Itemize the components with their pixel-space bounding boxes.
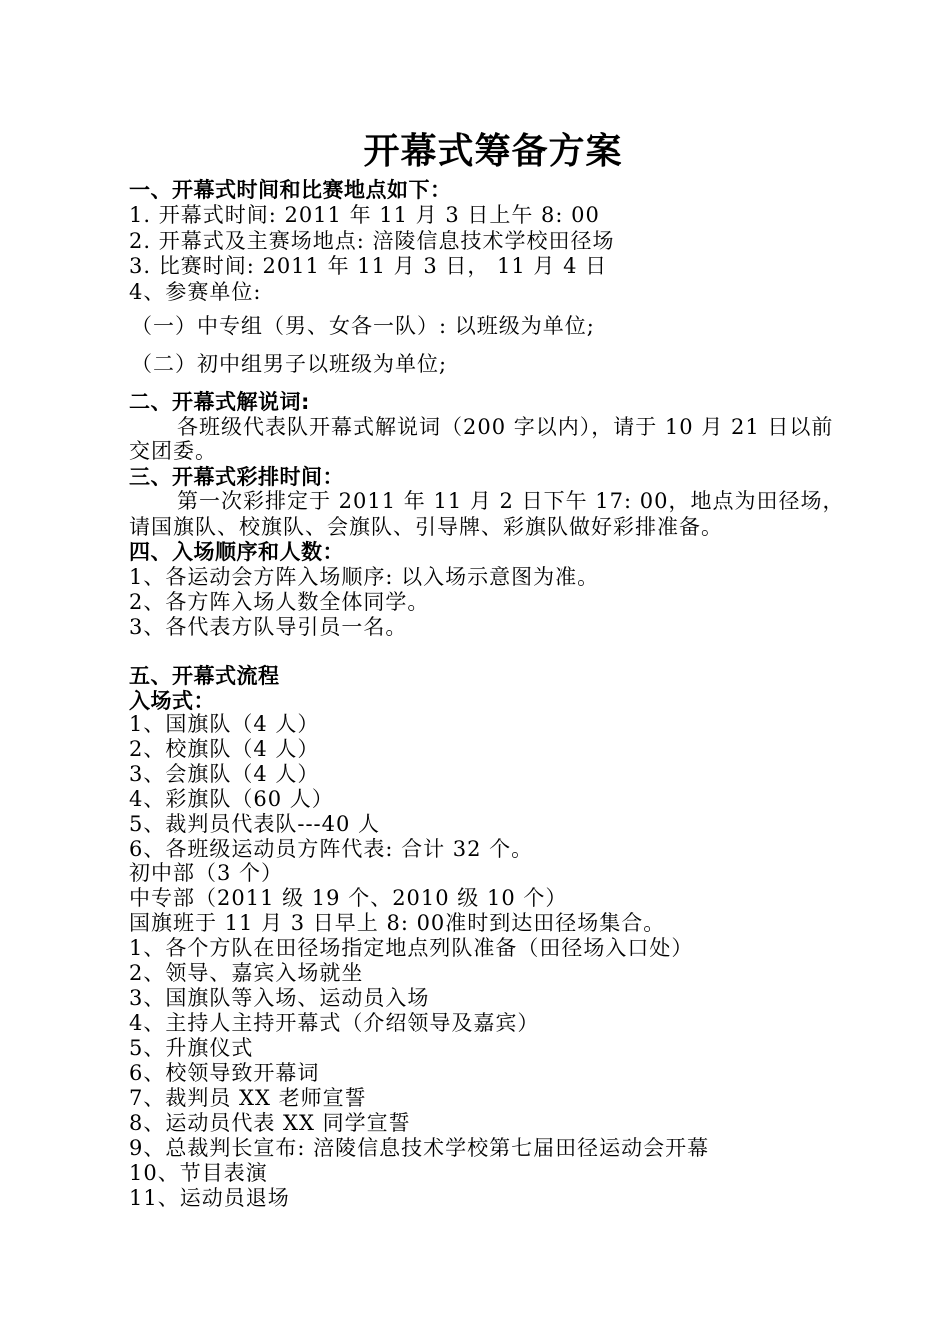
list-item: 5、裁判员代表队---40 人	[129, 812, 381, 836]
paragraph-line: 请国旗队、校旗队、会旗队、引导牌、彩旗队做好彩排准备。	[129, 515, 723, 539]
list-item: 国旗班于 11 月 3 日早上 8: 00准时到达田径场集合。	[129, 911, 666, 935]
list-item: 3、会旗队（4 人）	[129, 762, 320, 786]
list-item: 6、各班级运动员方阵代表: 合计 32 个。	[129, 837, 534, 861]
document-title: 开幕式筹备方案	[363, 130, 623, 172]
list-item: 6、校领导致开幕词	[129, 1061, 320, 1085]
list-item: 1、国旗队（4 人）	[129, 712, 320, 736]
list-item: 3、国旗队等入场、运动员入场	[129, 986, 430, 1010]
paragraph-line: 各班级代表队开幕式解说词（200 字以内），请于 10 月 21 日以前	[177, 415, 834, 439]
list-item: 5、升旗仪式	[129, 1036, 254, 1060]
list-item: （一）中专组（男、女各一队）: 以班级为单位;	[131, 314, 595, 338]
paragraph-line: 第一次彩排定于 2011 年 11 月 2 日下午 17: 00，地点为田径场，	[177, 489, 845, 513]
section2-heading: 二、开幕式解说词:	[129, 390, 310, 414]
section3-heading: 三、开幕式彩排时间：	[129, 465, 344, 489]
list-item: 2. 开幕式及主赛场地点: 涪陵信息技术学校田径场	[129, 229, 615, 253]
list-item: 7、裁判员 XX 老师宣誓	[129, 1086, 367, 1110]
section1-heading: 一、开幕式时间和比赛地点如下：	[129, 178, 452, 202]
list-item: 4、主持人主持开幕式（介绍领导及嘉宾）	[129, 1011, 540, 1035]
list-item: 中专部（2011 级 19 个、2010 级 10 个）	[129, 886, 568, 910]
list-item: （二）初中组男子以班级为单位;	[131, 352, 448, 376]
list-item: 初中部（3 个）	[129, 861, 284, 885]
list-item: 1. 开幕式时间: 2011 年 11 月 3 日上午 8: 00	[129, 203, 600, 227]
list-item: 8、运动员代表 XX 同学宣誓	[129, 1111, 411, 1135]
list-item: 2、领导、嘉宾入场就坐	[129, 961, 364, 985]
list-item: 10、节目表演	[129, 1161, 268, 1185]
list-item: 1、各运动会方阵入场顺序: 以入场示意图为准。	[129, 565, 600, 589]
list-item: 2、各方阵入场人数全体同学。	[129, 590, 430, 614]
list-item: 11、运动员退场	[129, 1186, 290, 1210]
section5-subheading: 入场式：	[129, 689, 215, 713]
list-item: 2、校旗队（4 人）	[129, 737, 320, 761]
list-item: 1、各个方队在田径场指定地点列队准备（田径场入口处）	[129, 936, 694, 960]
section4-heading: 四、入场顺序和人数：	[129, 540, 344, 564]
paragraph-line: 交团委。	[129, 439, 217, 463]
list-item: 4、彩旗队（60 人）	[129, 787, 334, 811]
list-item: 9、总裁判长宣布: 涪陵信息技术学校第七届田径运动会开幕	[129, 1136, 710, 1160]
list-item: 3. 比赛时间: 2011 年 11 月 3 日， 11 月 4 日	[129, 254, 608, 278]
section5-heading: 五、开幕式流程	[129, 664, 280, 688]
list-item: 3、各代表方队导引员一名。	[129, 615, 408, 639]
list-item: 4、参赛单位:	[129, 280, 262, 304]
